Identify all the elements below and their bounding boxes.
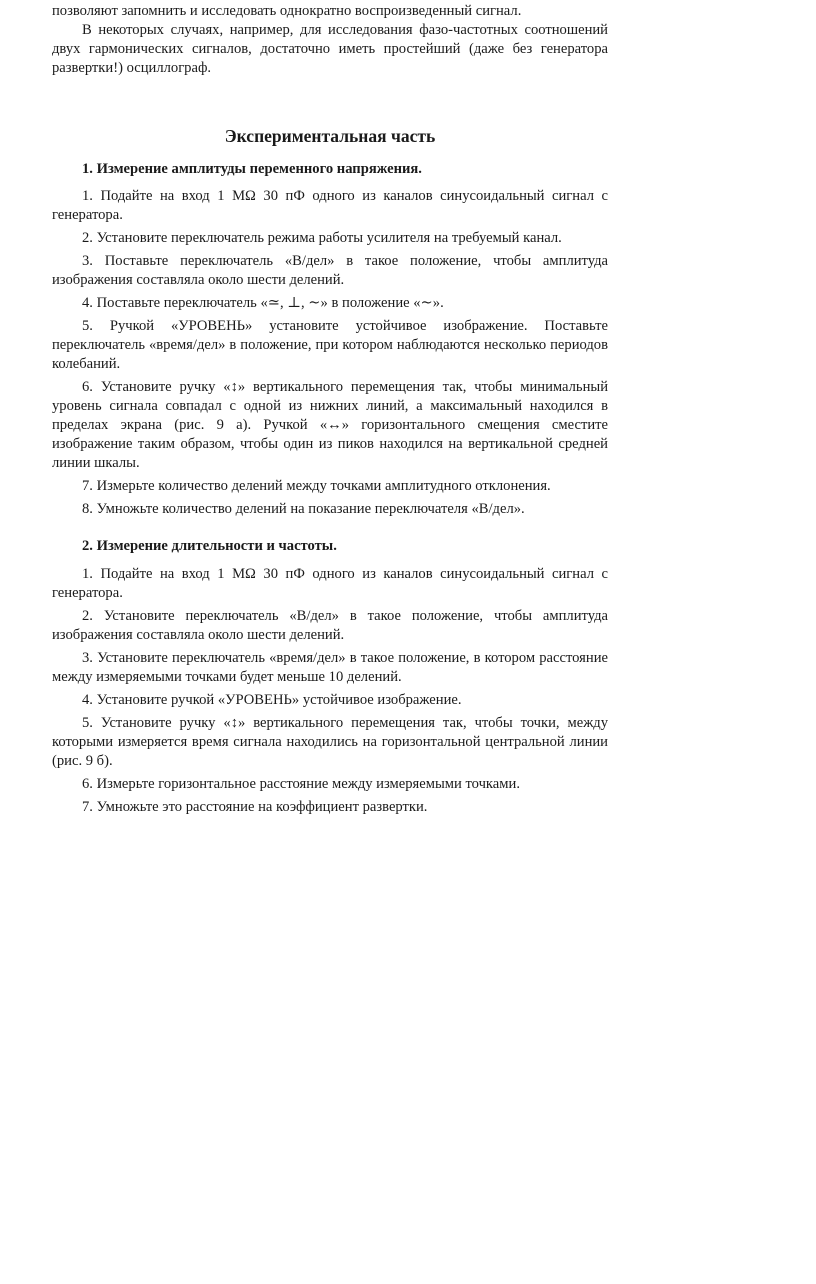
part1-step: 3. Поставьте переключатель «В/дел» в такое положение, чтобы амплитуда изображения составляла около шести делений. — [52, 253, 608, 288]
part2-step: 4. Установите ручкой «УРОВЕНЬ» устойчивое изображение. — [82, 692, 462, 708]
part1-step: 1. Подайте на вход 1 MΩ 30 пФ одного из каналов синусоидальный сигнал с генератора. — [52, 188, 608, 223]
intro-paragraph: В некоторых случаях, например, для исследования фазо-частотных соотношений двух гармонических сигналов, достаточно иметь простейший (даже без генератора развертки!) осциллограф. — [52, 22, 608, 76]
part2-step: 2. Установите переключатель «В/дел» в такое положение, чтобы амплитуда изображения составляла около шести делений. — [52, 608, 608, 643]
part1-heading: 1. Измерение амплитуды переменного напряжения. — [82, 161, 422, 177]
part2-step: 3. Установите переключатель «время/дел» в такое положение, в котором расстояние между измеряемыми точками будет меньше 10 делений. — [52, 650, 608, 685]
part1-step: 8. Умножьте количество делений на показание переключателя «В/дел». — [82, 501, 525, 517]
part2-step: 7. Умножьте это расстояние на коэффициент развертки. — [82, 799, 428, 815]
intro-paragraph-continuation: позволяют запомнить и исследовать однократно воспроизведенный сигнал. — [52, 3, 522, 19]
part1-step: 5. Ручкой «УРОВЕНЬ» установите устойчивое изображение. Поставьте переключатель «время/дел» в положение, при котором наблюдаются несколько периодов колебаний. — [52, 318, 608, 372]
part1-step: 4. Поставьте переключатель «≃, ⊥, ∼» в положение «∼». — [82, 295, 444, 311]
part1-step: 7. Измерьте количество делений между точками амплитудного отклонения. — [82, 478, 551, 494]
part2-step: 1. Подайте на вход 1 MΩ 30 пФ одного из каналов синусоидальный сигнал с генератора. — [52, 566, 608, 601]
document-page — [52, 2, 608, 817]
part2-step: 5. Установите ручку «↕» вертикального перемещения так, чтобы точки, между которыми измеряется время сигнала находились на горизонтальной центральной линии (рис. 9 б). — [52, 715, 608, 769]
part2-step: 6. Измерьте горизонтальное расстояние между измеряемыми точками. — [82, 776, 520, 792]
part1-step: 6. Установите ручку «↕» вертикального перемещения так, чтобы минимальный уровень сигнала совпадал с одной из нижних линий, а максимальный находился в пределах экрана (рис. 9 а). Ручкой «↔» горизонтального смещения сместите изображение таким образом, чтобы один из пиков находился на вертикальной средней линии шкалы. — [52, 379, 608, 471]
part1-step: 2. Установите переключатель режима работы усилителя на требуемый канал. — [82, 230, 562, 246]
part2-heading: 2. Измерение длительности и частоты. — [82, 538, 337, 554]
section-title: Экспериментальная часть — [224, 126, 436, 146]
part1-steps — [52, 187, 608, 519]
part2-steps — [52, 565, 608, 817]
